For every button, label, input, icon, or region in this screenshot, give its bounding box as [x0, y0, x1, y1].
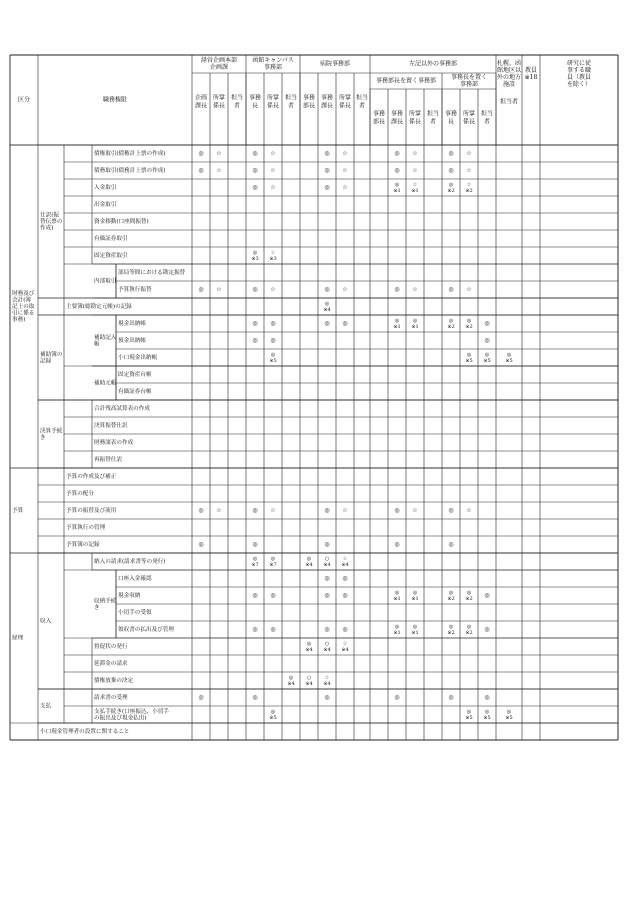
- row-label: 預金出納帳: [118, 338, 146, 344]
- cell-mark: ◎: [198, 286, 204, 293]
- cell-mark: ☆: [342, 184, 348, 191]
- header-group-title: 経営企画本部企画課: [200, 57, 238, 71]
- cell-mark: ☆: [466, 167, 472, 174]
- cell-mark: ☆: [342, 150, 348, 157]
- header-col-label: 所掌係長: [266, 94, 280, 110]
- cell-mark: ◎ ※5: [269, 352, 277, 364]
- cell-mark: ◎ ※5: [505, 709, 513, 721]
- row-label: 出金取引: [94, 202, 117, 208]
- cell-mark: ◎: [484, 626, 490, 633]
- cell-mark: ◎: [394, 286, 400, 293]
- cell-mark: ◎: [484, 592, 490, 599]
- cell-mark: ☆: [466, 507, 472, 514]
- row-label: 合計残高試算表の作成: [94, 406, 150, 412]
- cell-mark: ◎: [270, 592, 276, 599]
- row-label: 予算の振替及び流用: [66, 508, 117, 514]
- cell-mark: ☆: [270, 184, 276, 191]
- row-label: 小切手の受領: [118, 610, 152, 616]
- header-col-label: 担当者: [230, 94, 244, 110]
- row-label: 口座入金確認: [118, 576, 152, 582]
- cell-mark: ☆: [466, 150, 472, 157]
- cell-mark: ☆: [270, 507, 276, 514]
- cell-mark: ◎: [448, 150, 454, 157]
- header-col-label: 所掌係長: [462, 110, 476, 126]
- cell-mark: ◎ ※1: [393, 182, 401, 194]
- cell-mark: ◎: [252, 337, 258, 344]
- header-group-title: 病院事務部: [319, 60, 351, 68]
- cell-mark: ◎: [270, 337, 276, 344]
- span-label: 仕訳(振替伝票の作成): [40, 212, 63, 232]
- cell-mark: ◎: [394, 167, 400, 174]
- row-label: 固定資産台帳: [118, 372, 152, 378]
- cell-mark: ◎: [324, 507, 330, 514]
- row-label: 延滞金の請求: [94, 661, 128, 667]
- cell-mark: ☆: [412, 507, 418, 514]
- cell-mark: ◎ ※5: [483, 352, 491, 364]
- cell-mark: ◎: [252, 507, 258, 514]
- cell-mark: ◎: [484, 320, 490, 327]
- cell-mark: ☆: [342, 507, 348, 514]
- cell-mark: ◎ ※1: [411, 624, 419, 636]
- cell-mark: ◎: [252, 320, 258, 327]
- cell-mark: ◎: [252, 694, 258, 701]
- cell-mark: ◎: [342, 592, 348, 599]
- span-label: 予算: [12, 508, 24, 514]
- cell-mark: ◎: [342, 626, 348, 633]
- cell-mark: ◎: [324, 150, 330, 157]
- cell-mark: ◎: [324, 167, 330, 174]
- span-label: 補助記入帳: [94, 334, 117, 348]
- header-group-title: 札幌、函館地区以外の地方施設: [496, 60, 522, 88]
- cell-mark: ◎: [394, 507, 400, 514]
- cell-mark: ◎ ※2: [465, 624, 473, 636]
- cell-mark: ◎ ※4: [305, 556, 313, 568]
- cell-mark: ◎ ※1: [411, 318, 419, 330]
- cell-mark: ◎: [448, 286, 454, 293]
- cell-mark: ◎ ※1: [393, 590, 401, 602]
- span-label: 財務及び会計(簿記上の取引に係る事務): [12, 291, 35, 323]
- row-label: 納入の請求(請求書等の発行): [94, 559, 166, 565]
- cell-mark: ☆: [216, 507, 222, 514]
- row-label: 支払手続き(口座振込、小切手の振出及び現金払出): [94, 708, 169, 722]
- cell-mark: ◎ ※2: [465, 318, 473, 330]
- cell-mark: ☆ ※2: [465, 182, 473, 194]
- row-label: 予算執行の管理: [66, 525, 106, 531]
- row-label: 予算の作成及び補正: [66, 474, 117, 480]
- cell-mark: ◎: [198, 167, 204, 174]
- cell-mark: ◎: [252, 150, 258, 157]
- cell-mark: ◎ ※1: [393, 318, 401, 330]
- cell-mark: ◎: [484, 337, 490, 344]
- cell-mark: ◎: [448, 167, 454, 174]
- header-col-label: 担当者: [284, 94, 298, 110]
- header-shokumu: 職務権限: [102, 96, 128, 104]
- cell-mark: ◎: [198, 507, 204, 514]
- span-label: 経理: [12, 635, 24, 642]
- cell-mark: ◎: [198, 694, 204, 701]
- span-label: 支払: [40, 703, 52, 710]
- header-col-label: 事務長: [444, 110, 458, 126]
- cell-mark: ☆: [342, 167, 348, 174]
- row-label: 債務取引(債務計上票の作成): [94, 168, 166, 174]
- header-col-label: 企画課長: [194, 94, 208, 110]
- row-label: 現金出納帳: [118, 321, 146, 327]
- cell-mark: ☆ ※1: [411, 182, 419, 194]
- cell-mark: ◎ ※2: [447, 590, 455, 602]
- cell-mark: ◎: [324, 286, 330, 293]
- row-label: 資金移動(口座間振替): [94, 219, 149, 225]
- cell-mark: ◎: [252, 541, 258, 548]
- header-group-title: 教員※18: [524, 67, 538, 81]
- cell-mark: ◎ ※5: [483, 709, 491, 721]
- cell-mark: ◎ ※5: [465, 352, 473, 364]
- cell-mark: ◎: [448, 541, 454, 548]
- header-col-label: 事務部長: [372, 110, 386, 126]
- cell-mark: ◎: [324, 575, 330, 582]
- cell-mark: ◎ ※5: [505, 352, 513, 364]
- header-col-label: 所掌係長: [338, 94, 352, 110]
- header-col-label: 担当者: [426, 110, 440, 126]
- row-label: 領収書の払出及び管理: [118, 627, 174, 633]
- cell-mark: ☆ ※4: [323, 675, 331, 687]
- cell-mark: ◎: [324, 320, 330, 327]
- cell-mark: ◎: [394, 150, 400, 157]
- row-label: 主要簿(総勘定元帳)の記録: [66, 304, 132, 310]
- table-grid-lines: [10, 55, 618, 740]
- header-kubun: 区分: [17, 96, 31, 104]
- cell-mark: ◎ ※3: [251, 250, 259, 262]
- row-label: 部局等間における勘定振替: [118, 270, 186, 276]
- cell-mark: ◎: [448, 507, 454, 514]
- header-col-label: 担当者: [499, 98, 519, 106]
- row-label: 予算簿の記録: [66, 542, 100, 548]
- row-label: 小口現金出納帳: [118, 355, 158, 361]
- cell-mark: ◎: [324, 694, 330, 701]
- cell-mark: ◎ ※4: [305, 641, 313, 653]
- cell-mark: ◎: [252, 592, 258, 599]
- cell-mark: ◎: [198, 541, 204, 548]
- header-col-label: 所掌係長: [212, 94, 226, 110]
- span-label: 決算手続き: [40, 428, 63, 441]
- span-label: 補助元帳: [94, 380, 117, 387]
- cell-mark: ◎ ※5: [465, 709, 473, 721]
- cell-mark: ◎ ※7: [269, 556, 277, 568]
- row-label: 再振替仕訳: [94, 457, 122, 463]
- cell-mark: ◎ ※4: [287, 675, 295, 687]
- cell-mark: ◎ ※7: [251, 556, 259, 568]
- cell-mark: ◎: [198, 150, 204, 157]
- header-col-label: 所掌係長: [408, 110, 422, 126]
- row-label: 有価証券取引: [94, 236, 128, 242]
- header-col-label: 事務部長: [302, 94, 316, 110]
- cell-mark: ◎: [324, 541, 330, 548]
- header-col-label: 担当者: [480, 110, 494, 126]
- cell-mark: ◎: [252, 184, 258, 191]
- row-label: 現金収納: [118, 593, 141, 599]
- cell-mark: ○ ※4: [323, 556, 331, 568]
- cell-mark: ☆: [342, 286, 348, 293]
- cell-mark: ☆: [216, 286, 222, 293]
- span-label: 補助簿の記録: [40, 351, 63, 365]
- cell-mark: ◎ ※2: [465, 590, 473, 602]
- table-text-layer: [12, 56, 591, 735]
- cell-mark: ☆ ※4: [341, 641, 349, 653]
- cell-mark: ◎: [342, 575, 348, 582]
- cell-mark: ◎: [270, 320, 276, 327]
- cell-mark: ☆: [216, 150, 222, 157]
- cell-mark: ◎: [270, 626, 276, 633]
- cell-mark: ☆ ※4: [341, 556, 349, 568]
- cell-mark: ◎: [394, 694, 400, 701]
- row-label: 固定資産取引: [94, 253, 128, 259]
- row-label: 財務諸表の作成: [94, 440, 134, 446]
- cell-mark: ◎: [448, 694, 454, 701]
- cell-mark: ◎ ※5: [269, 709, 277, 721]
- cell-mark: ◎ ※1: [411, 590, 419, 602]
- cell-mark: ◎ ※2: [447, 624, 455, 636]
- cell-mark: ○ ※4: [305, 675, 313, 687]
- header-subgroup-title: 事務部長を置く事務部: [375, 77, 437, 85]
- cell-mark: ☆: [412, 150, 418, 157]
- header-col-label: 事務課長: [390, 110, 404, 126]
- cell-mark: ◎ ※1: [393, 624, 401, 636]
- cell-mark: ◎: [252, 286, 258, 293]
- row-label: 予算の配分: [66, 491, 94, 497]
- cell-mark: ◎: [484, 694, 490, 701]
- cell-mark: ◎: [394, 541, 400, 548]
- header-col-label: 事務課長: [320, 94, 334, 110]
- span-label: 収入: [40, 618, 52, 625]
- cell-mark: ◎ ※2: [447, 318, 455, 330]
- cell-mark: ☆: [216, 167, 222, 174]
- row-label: 決算振替仕訳: [94, 423, 128, 429]
- span-label: 収納手続き: [94, 598, 117, 611]
- header-group-title: 左記以外の事務部: [408, 60, 458, 68]
- cell-mark: ☆: [270, 286, 276, 293]
- cell-mark: ◎: [342, 320, 348, 327]
- cell-mark: ☆: [466, 286, 472, 293]
- header-subgroup-title: 事務長を置く事務部: [450, 74, 488, 88]
- cell-mark: ◎: [324, 184, 330, 191]
- row-label: 債権放棄の決定: [94, 678, 134, 684]
- row-label: 請求書の受理: [94, 695, 128, 701]
- cell-mark: ◎ ※4: [323, 301, 331, 313]
- row-label: 小口現金管理者の設置に関すること: [40, 729, 130, 735]
- header-col-label: 事務長: [248, 94, 262, 110]
- row-label: 入金取引: [94, 185, 117, 191]
- header-group-title: 研究に従事する職員（教員を除く）: [566, 60, 592, 88]
- header-group-title: 函館キャンパス事務部: [252, 57, 294, 71]
- cell-mark: ☆: [412, 167, 418, 174]
- cell-mark: ☆: [412, 286, 418, 293]
- row-label: 予算執行振替: [118, 287, 152, 293]
- cell-mark: ◎: [252, 167, 258, 174]
- row-label: 債権取引(債権計上票の作成): [94, 151, 166, 157]
- row-label: 督促状の発行: [94, 644, 128, 650]
- cell-mark: ○ ※4: [323, 641, 331, 653]
- cell-mark: ☆: [270, 150, 276, 157]
- cell-mark: ☆: [270, 167, 276, 174]
- header-col-label: 担当者: [355, 94, 369, 110]
- span-label: 内部取引: [94, 278, 117, 285]
- cell-mark: ◎ ※2: [447, 182, 455, 194]
- cell-mark: ◎: [324, 592, 330, 599]
- cell-mark: ◎: [252, 626, 258, 633]
- cell-mark: ◎: [324, 626, 330, 633]
- row-label: 有価証券台帳: [118, 389, 152, 395]
- cell-mark: ☆ ※3: [269, 250, 277, 262]
